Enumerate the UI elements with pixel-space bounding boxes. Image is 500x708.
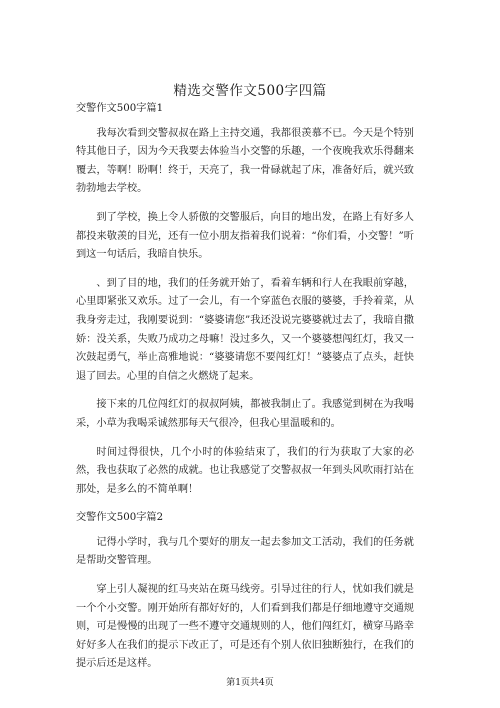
- page-footer: 第1页共4页: [226, 678, 274, 688]
- paragraph: 记得小学时，我与几个要好的朋友一起去参加文工活动，我们的任务就是帮助交警管理。: [76, 536, 414, 567]
- paragraph: 接下来的几位闯红灯的叔叔阿姨，都被我制止了。我感觉到树在为我喝采，小草为我喝采诚然那每天气很冷，但我心里温暖和的。: [76, 399, 414, 429]
- section-heading: 交警作文500字篇2: [76, 512, 164, 524]
- paragraph: 穿上引人凝视的红马夹站在斑马线旁。引导过往的行人，忧如我们就是一个个小交警。刚开始所有都好好的，人们看到我们都是仔细地遵守交通规则，可是慢慢的出现了一些不遵守交通规则的人，他们闯红灯，横穿马路幸好好多人在我们的提示下改正了，可是还有个别人依旧独断独行，在我们的提示后还是这样。: [76, 584, 414, 670]
- document-body: [76, 100, 414, 684]
- section-heading: 交警作文500字篇1: [76, 103, 164, 114]
- paragraph: 、到了目的地，我们的任务就开始了，看着车辆和行人在我眼前穿越，心里即紧张又欢乐。过了一会儿，有一个穿蓝色衣服的婆婆，手拎着菜，从我身旁走过，我刚要说到：“婆婆请您”我还没说完婆婆就过去了，我暗自撒娇：没关系，失败乃成功之母嘛！没过多久，又一个婆婆想闯红灯，我又一次鼓起勇气，举止高雅地说：“婆婆请您不要闯红灯！”婆婆点了点头，赶快退了回去。心里的自信之火燃烧了起来。: [76, 277, 414, 382]
- paragraph: 时间过得很快，几个小时的体验结束了，我们的行为获取了大家的必然，我也获取了必然的成就。也让我感觉了交警叔叔一年到头风吹雨打站在那处，是多么的不简单啊！: [76, 446, 414, 495]
- paragraph: 我每次看到交警叔叔在路上主持交通，我都很羡慕不已。今天是个特别特其他日子，因为今天我要去体验当小交警的乐趣，一个夜晚我欢乐得翻来覆去，等啊！盼啊！终于，天亮了，我一骨碌就起了床，准备好后，就兴致勃勃地去学校。: [76, 127, 414, 195]
- paragraph: 到了学校，换上令人骄傲的交警服后，向目的地出发，在路上有好多人都投来敬羡的目光，还有一位小朋友指着我们说着：“你们看，小交警！”听到这一句话后，我暗自快乐。: [76, 211, 414, 261]
- document-title: 精选交警作文500字四篇: [173, 83, 327, 99]
